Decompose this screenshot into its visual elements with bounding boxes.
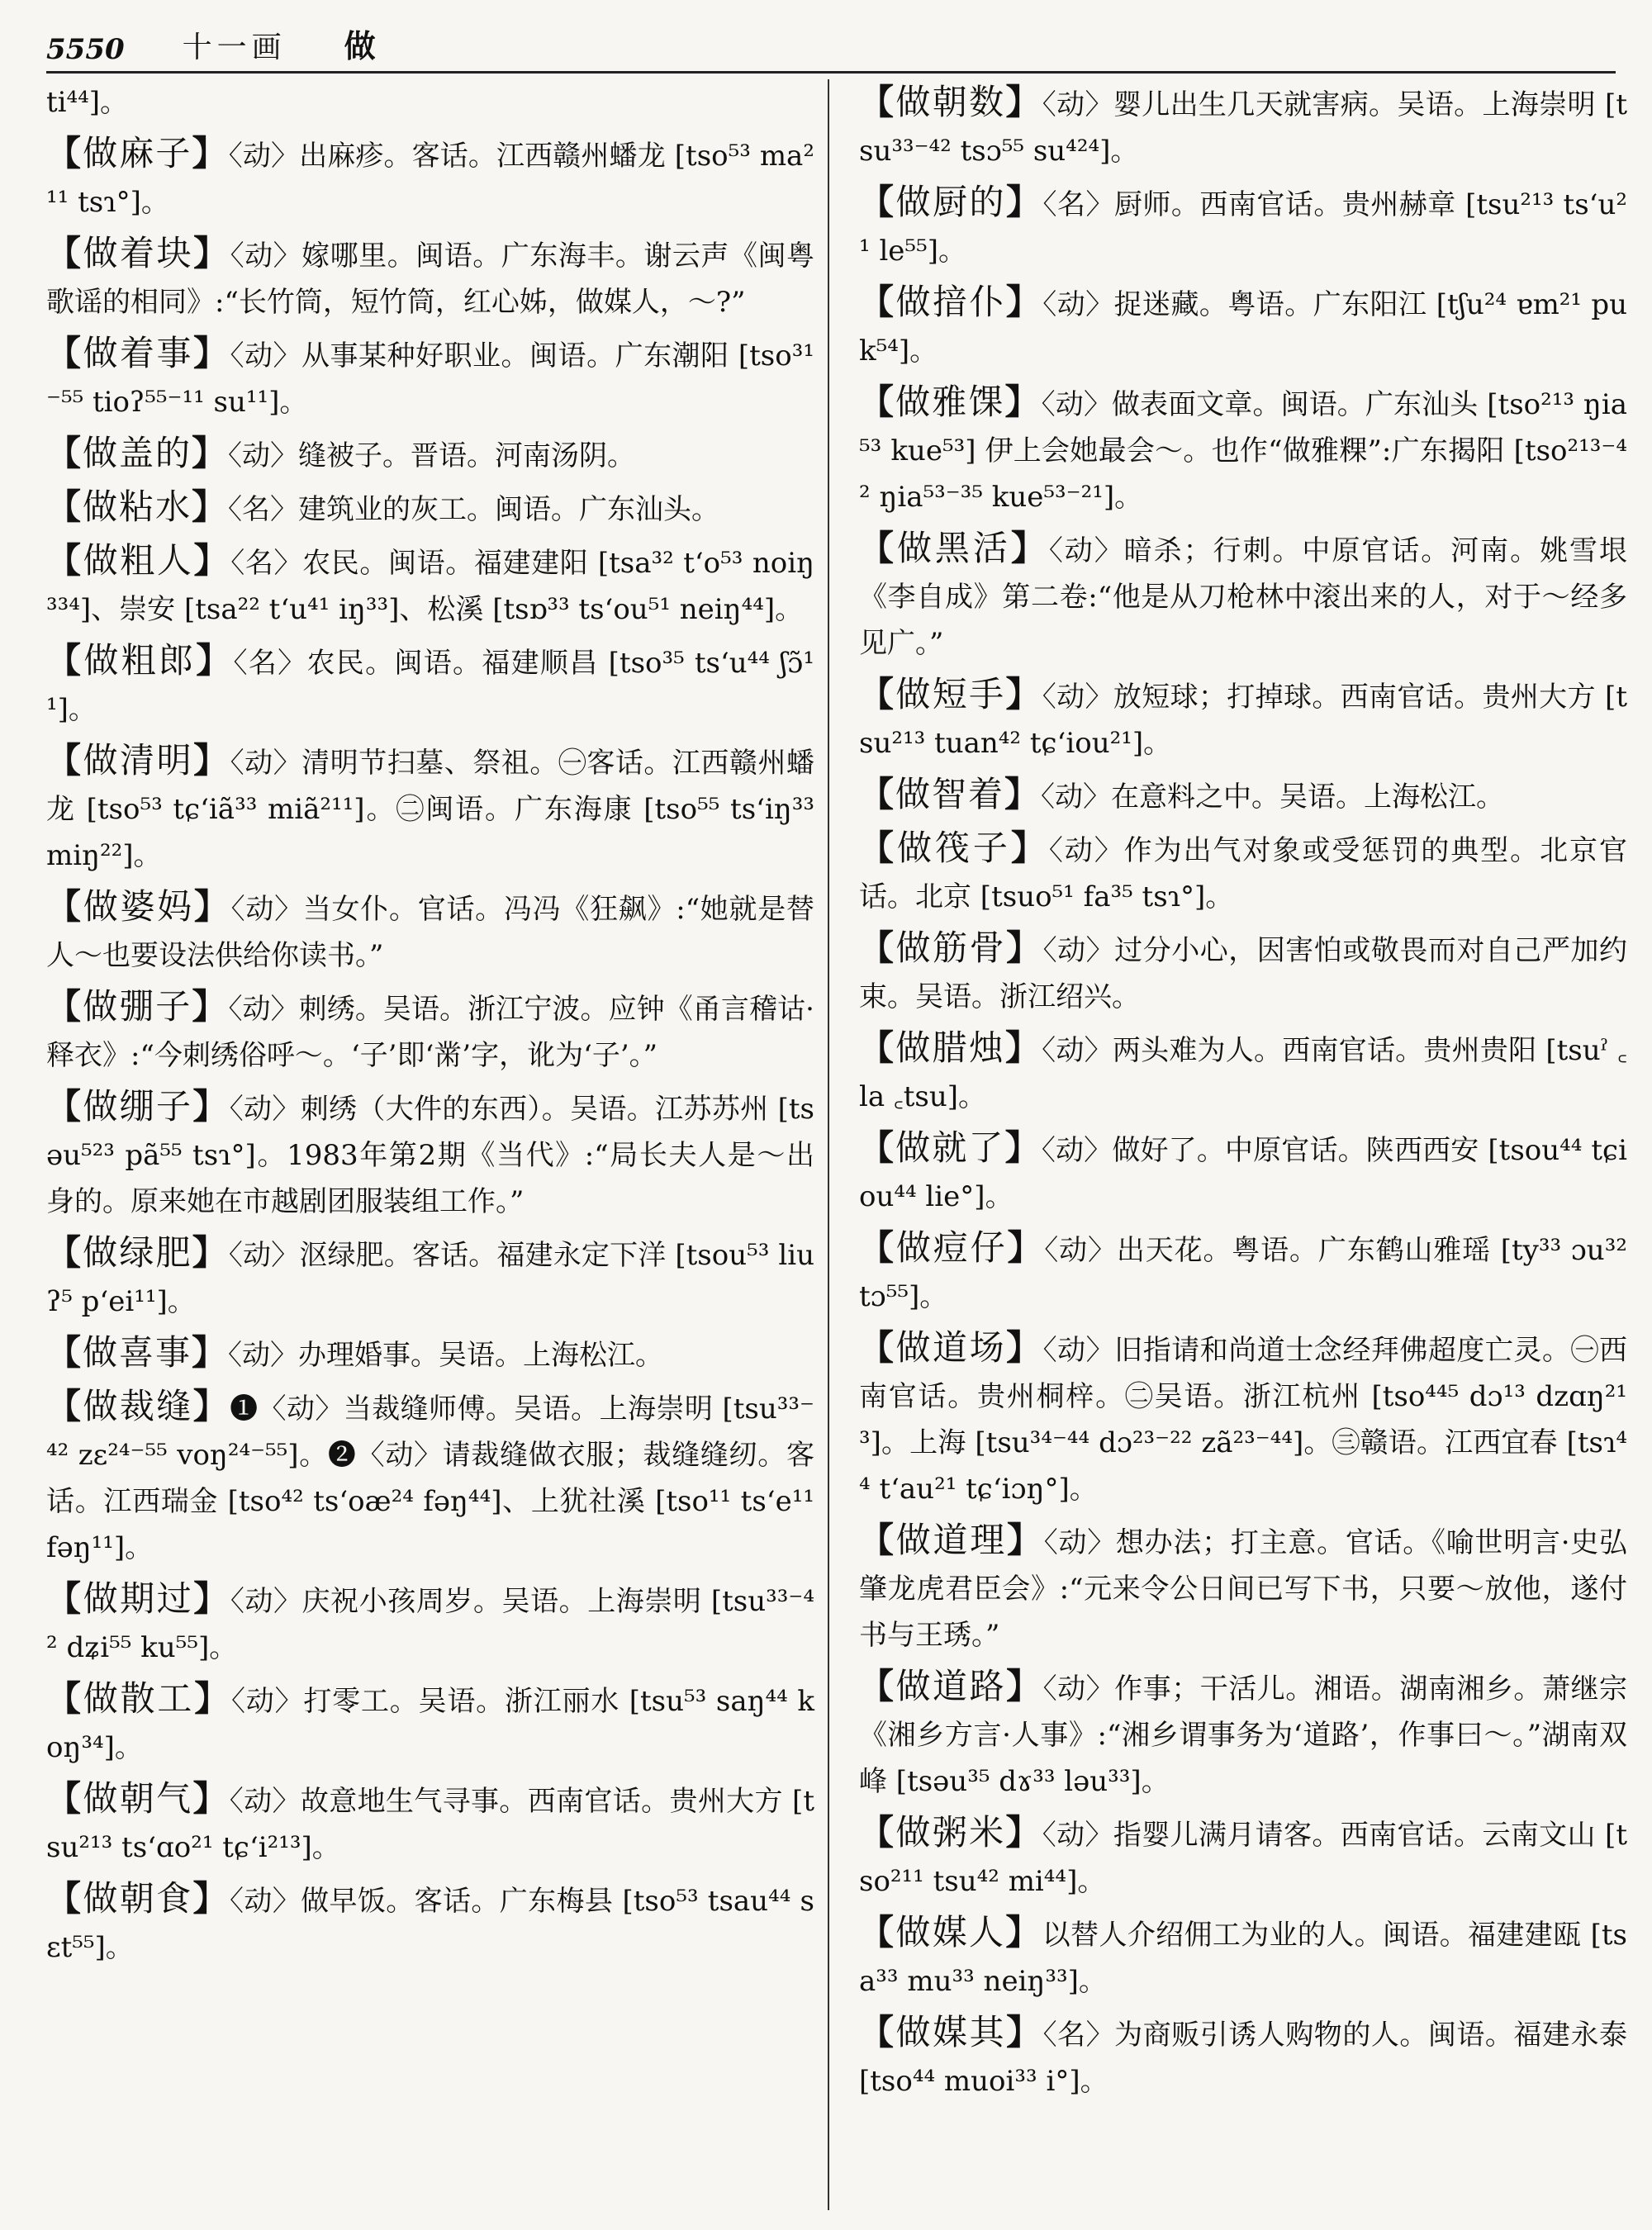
dictionary-entry [46, 738, 814, 879]
entry-headword: 【做粗郎】 [46, 640, 234, 681]
entry-headword: 【做裁缝】 [46, 1386, 230, 1426]
entry-headword: 【做清明】 [46, 740, 230, 780]
dictionary-entry [859, 1663, 1627, 1805]
entry-headword: 【做雅馃】 [859, 382, 1042, 422]
entry-definition: 〈动〉沤绿肥。客话。福建永定下洋 [tsou⁵³ liuʔ⁵ p‘ei¹¹]。 [46, 1239, 814, 1318]
entry-headword: 【做粥米】 [859, 1812, 1042, 1853]
dictionary-entry [46, 79, 814, 126]
dictionary-entry [46, 1676, 814, 1771]
dictionary-entry [859, 1225, 1627, 1320]
entry-headword: 【做朝数】 [859, 82, 1042, 122]
dictionary-entry [46, 230, 814, 325]
entry-headword: 【做喜事】 [46, 1332, 229, 1373]
entry-definition: 〈动〉作事；干活儿。湘语。湖南湘乡。萧继宗《湘乡方言·人事》:“湘乡谓事务为‘道路’，作事曰～。”湖南双峰 [tsəu³⁵ dɤ³³ ləu³³]。 [859, 1672, 1627, 1798]
entry-headword: 【做弸子】 [46, 986, 229, 1027]
entry-headword: 【做揞仆】 [859, 282, 1043, 322]
entry-definition: 〈动〉故意地生气寻事。西南官话。贵州大方 [tsu²¹³ ts‘ɑo²¹ tɕ‘i²¹³]。 [46, 1785, 814, 1864]
dictionary-entry [859, 1325, 1627, 1512]
dictionary-entry [859, 771, 1627, 820]
dictionary-entry [859, 279, 1627, 374]
entry-headword: 【做麻子】 [46, 133, 229, 173]
entry-definition: 〈名〉厨师。西南官话。贵州赫章 [tsu²¹³ ts‘u²¹ le⁵⁵]。 [859, 188, 1627, 268]
page-number: 5550 [46, 33, 125, 66]
dictionary-entry [46, 1383, 814, 1571]
dictionary-entry [859, 1025, 1627, 1120]
entry-definition: 〈动〉两头难为人。西南官话。贵州贵阳 [tsuˀ ꜀la ꜀tsu]。 [859, 1034, 1627, 1113]
entry-definition: 〈动〉做好了。中原官话。陕西西安 [tsou⁴⁴ tɕiou⁴⁴ lie°]。 [859, 1134, 1627, 1213]
dictionary-entry [46, 484, 814, 533]
entry-definition: 〈动〉办理婚事。吴语。上海松江。 [228, 1339, 664, 1372]
entry-definition: 〈动〉婴儿出生几天就害病。吴语。上海崇明 [tsu³³⁻⁴² tsɔ⁵⁵ su⁴²⁴]。 [859, 88, 1627, 168]
entry-definition: 以替人介绍佣工为业的人。闽语。福建建瓯 [tsa³³ mu³³ neiŋ³³]。 [859, 1919, 1627, 1998]
dictionary-entry [859, 379, 1627, 520]
page-header [46, 18, 1616, 74]
entry-definition: 〈动〉作为出气对象或受惩罚的典型。北京官话。北京 [tsuo⁵¹ fa³⁵ tsɿ°]。 [859, 834, 1627, 913]
entry-definition: 〈动〉捉迷藏。粤语。广东阳江 [tʃu²⁴ ɐm²¹ puk⁵⁴]。 [859, 288, 1627, 368]
entry-headword: 【做着块】 [46, 233, 230, 273]
entry-headword: 【做粗人】 [46, 540, 231, 581]
dictionary-entry [46, 1230, 814, 1325]
entry-definition: 〈动〉刺绣（大件的东西）。吴语。江苏苏州 [tsəu⁵²³ pã⁵⁵ tsɿ°]。1983年第2期《当代》:“局长夫人是～出身的。原来她在市越剧团服装组工作。” [46, 1093, 814, 1218]
entry-headword: 【做就了】 [859, 1127, 1042, 1168]
entry-headword: 【做道场】 [859, 1327, 1043, 1368]
dictionary-entry [859, 1517, 1627, 1658]
entry-definition: ❶〈动〉当裁缝师傅。吴语。上海崇明 [tsu³³⁻⁴² zɛ²⁴⁻⁵⁵ voŋ²⁴⁻⁵⁵]。❷〈动〉请裁缝做衣服；裁缝缝纫。客话。江西瑞金 [tso⁴² ts‘oæ²⁴ fəŋ⁴⁴]、上犹社溪 [tso¹¹ ts‘e¹¹ fəŋ¹¹]。 [46, 1393, 814, 1564]
dictionary-entry [859, 79, 1627, 174]
entry-headword: 【做筏子】 [859, 828, 1049, 868]
entry-definition: 〈动〉旧指请和尚道士念经拜佛超度亡灵。㊀西南官话。贵州桐梓。㊁吴语。浙江杭州 [tso⁴⁴⁵ dɔ¹³ dzɑŋ²¹³]。上海 [tsu³⁴⁻⁴⁴ dɔ²³⁻²² zã²³⁻⁴⁴]。㊂赣语。江西宜春 [tsɿ⁴⁴ t‘au²¹ tɕ‘iɔŋ°]。 [859, 1334, 1627, 1506]
entry-definition: 〈动〉做早饭。客话。广东梅县 [tso⁵³ tsau⁴⁴ sɛt⁵⁵]。 [46, 1885, 814, 1964]
entry-headword: 【做道路】 [859, 1666, 1043, 1706]
entry-definition: ti⁴⁴]。 [46, 86, 129, 119]
dictionary-entry [46, 638, 814, 733]
entry-definition: 〈动〉从事某种好职业。闽语。广东潮阳 [tso³¹⁻⁵⁵ tioʔ⁵⁵⁻¹¹ su¹¹]。 [46, 339, 814, 419]
dictionary-entry [859, 525, 1627, 667]
entry-headword: 【做短手】 [859, 674, 1042, 714]
entry-definition: 〈动〉过分小心，因害怕或敬畏而对自己严加约束。吴语。浙江绍兴。 [859, 934, 1627, 1013]
entry-headword: 【做媒人】 [859, 1912, 1042, 1952]
entry-headword: 【做盖的】 [46, 433, 229, 473]
entry-definition: 〈动〉嫁哪里。闽语。广东海丰。谢云声《闽粤歌谣的相同》:“长竹筒，短竹筒，红心姊，做媒人，～?” [46, 240, 814, 319]
entry-headword: 【做黑活】 [859, 528, 1049, 568]
entry-headword: 【做着事】 [46, 333, 230, 373]
dictionary-entry [46, 538, 814, 633]
entry-headword: 【做媒其】 [859, 2012, 1043, 2052]
dictionary-entry [46, 1776, 814, 1871]
entry-definition: 〈动〉出天花。粤语。广东鹤山雅瑶 [ty³³ ɔu³² tɔ⁵⁵]。 [859, 1234, 1627, 1313]
column-divider [828, 79, 829, 2210]
entry-headword: 【做厨的】 [859, 182, 1043, 222]
dictionary-entry [859, 1810, 1627, 1905]
dictionary-entry [859, 671, 1627, 766]
entry-definition: 〈动〉刺绣。吴语。浙江宁波。应钟《甬言稽诂·释衣》:“今刺绣俗呼～。‘子’即‘黹’字，讹为‘子’。” [46, 993, 814, 1072]
section-label: 十一画 [182, 31, 287, 64]
entry-definition: 〈动〉清明节扫墓、祭祖。㊀客话。江西赣州蟠龙 [tso⁵³ tɕ‘iã³³ miã²¹¹]。㊁闽语。广东海康 [tso⁵⁵ ts‘iŋ³³ miŋ²²]。 [46, 747, 814, 872]
entry-definition: 〈动〉想办法；打主意。官话。《喻世明言·史弘肇龙虎君臣会》:“元来令公日间已写下书，只要～放他，遂付书与王琇。” [859, 1526, 1627, 1652]
entry-definition: 〈名〉建筑业的灰工。闽语。广东汕头。 [228, 493, 720, 526]
dictionary-entry [46, 1876, 814, 1971]
entry-headword: 【做痘仔】 [859, 1227, 1045, 1268]
entry-headword: 【做腊烛】 [859, 1027, 1042, 1068]
entry-definition: 〈动〉做表面文章。闽语。广东汕头 [tso²¹³ ŋia⁵³ kue⁵³] 伊上会她最会～。也作“做雅粿”:广东揭阳 [tso²¹³⁻⁴² ŋia⁵³⁻³⁵ kue⁵³⁻²¹]。 [859, 388, 1627, 514]
entry-headword: 【做筋骨】 [859, 928, 1043, 968]
dictionary-entry [859, 2009, 1627, 2104]
dictionary-entry [46, 1330, 814, 1378]
left-column [46, 79, 814, 1976]
entry-definition: 〈名〉农民。闽语。福建顺昌 [tso³⁵ ts‘u⁴⁴ ʃɔ̃¹¹]。 [46, 647, 814, 726]
entry-definition: 〈动〉指婴儿满月请客。西南官话。云南文山 [tso²¹¹ tsu⁴² mi⁴⁴]。 [859, 1819, 1627, 1898]
entry-headword: 【做道理】 [859, 1520, 1044, 1560]
entry-headword: 【做婆妈】 [46, 886, 231, 927]
dictionary-entry [46, 330, 814, 425]
entry-headword: 【做粘水】 [46, 486, 229, 527]
entry-headword: 【做绿肥】 [46, 1232, 229, 1273]
dictionary-entry [859, 1125, 1627, 1220]
dictionary-entry [46, 1576, 814, 1671]
dictionary-entry [859, 1910, 1627, 2005]
entry-definition: 〈动〉打零工。吴语。浙江丽水 [tsu⁵³ saŋ⁴⁴ koŋ³⁴]。 [46, 1685, 814, 1764]
dictionary-entry [859, 925, 1627, 1020]
entry-definition: 〈动〉在意料之中。吴语。上海松江。 [1041, 780, 1505, 814]
head-character: 做 [344, 27, 376, 64]
dictionary-entry [46, 984, 814, 1079]
entry-headword: 【做朝食】 [46, 1878, 230, 1919]
entry-definition: 〈动〉暗杀；行刺。中原官话。河南。姚雪垠《李自成》第二卷:“他是从刀枪林中滚出来的人，对于～经多见广。” [859, 534, 1627, 660]
entry-headword: 【做智着】 [859, 774, 1042, 814]
entry-headword: 【做朝气】 [46, 1778, 230, 1819]
entry-headword: 【做散工】 [46, 1678, 231, 1719]
entry-definition: 〈名〉农民。闽语。福建建阳 [tsa³² t‘o⁵³ noiŋ³³⁴]、崇安 [tsa²² t‘u⁴¹ iŋ³³]、松溪 [tsɒ³³ ts‘ou⁵¹ neiŋ⁴⁴]。 [46, 547, 814, 626]
entry-headword: 【做绷子】 [46, 1086, 230, 1127]
entry-definition: 〈动〉缝被子。晋语。河南汤阴。 [228, 439, 636, 472]
dictionary-entry [859, 825, 1627, 920]
entry-headword: 【做期过】 [46, 1578, 230, 1619]
entry-definition: 〈动〉当女仆。官话。冯冯《狂飙》:“她就是替人～也要设法供给你读书。” [46, 893, 814, 972]
entry-definition: 〈动〉放短球；打掉球。西南官话。贵州大方 [tsu²¹³ tuan⁴² tɕ‘iou²¹]。 [859, 681, 1627, 760]
dictionary-entry [859, 179, 1627, 274]
entry-definition: 〈动〉庆祝小孩周岁。吴语。上海崇明 [tsu³³⁻⁴² dʑi⁵⁵ ku⁵⁵]。 [46, 1585, 814, 1664]
entry-definition: 〈名〉为商贩引诱人购物的人。闽语。福建永泰 [tso⁴⁴ muoi³³ i°]。 [859, 2019, 1627, 2098]
dictionary-entry [46, 430, 814, 479]
dictionary-entry [46, 884, 814, 979]
dictionary-entry [46, 130, 814, 225]
entry-definition: 〈动〉出麻疹。客话。江西赣州蟠龙 [tso⁵³ ma²¹¹ tsɿ°]。 [46, 140, 814, 219]
dictionary-entry [46, 1084, 814, 1225]
right-column [859, 79, 1627, 2109]
